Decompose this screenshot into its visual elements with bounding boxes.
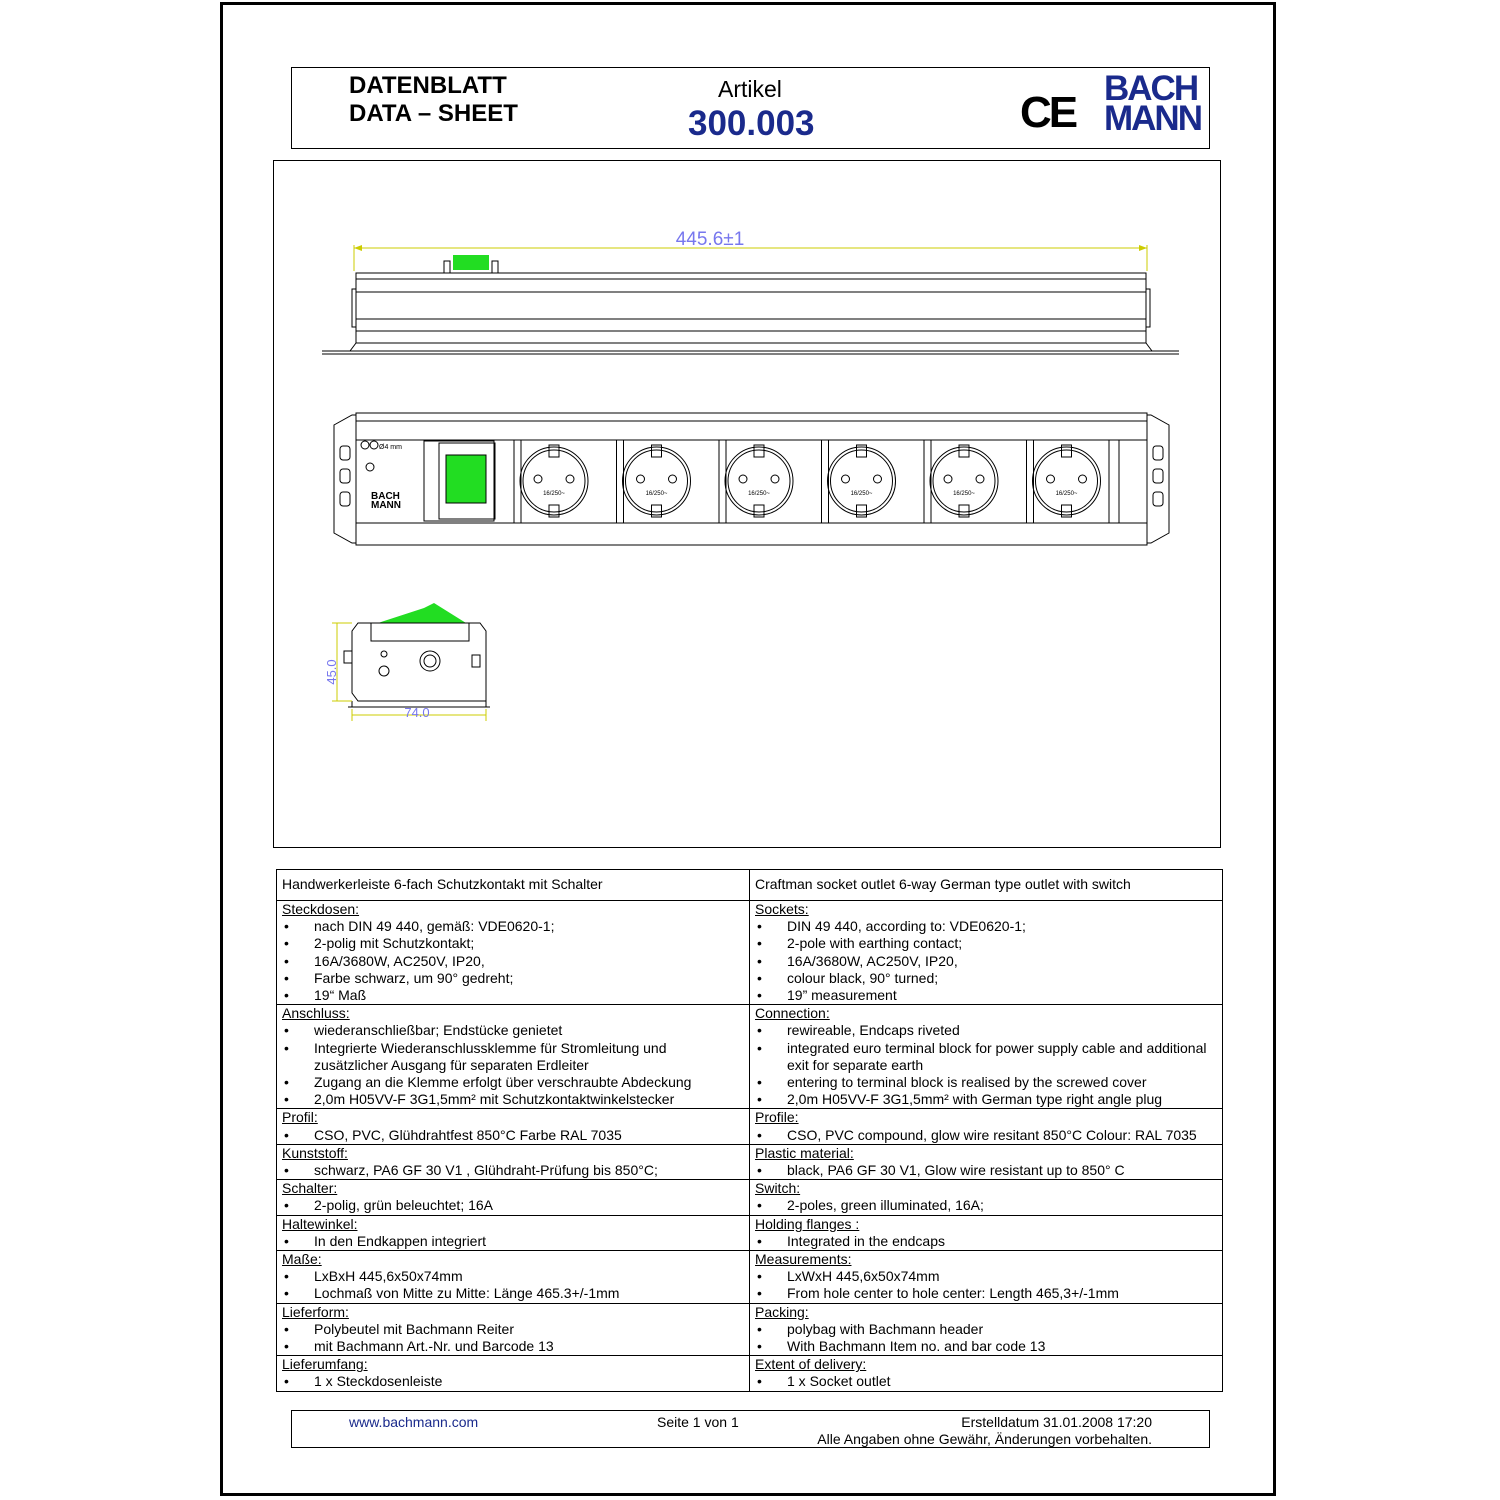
bullet-item: • 1 x Socket outlet: [755, 1373, 1217, 1390]
spec-row: [277, 1144, 1223, 1179]
spec-cell-de: [277, 1303, 750, 1356]
bullet-item: • CSO, PVC compound, glow wire resitant 850°C Colour: RAL 7035: [755, 1127, 1217, 1144]
section-heading: Lieferform:: [282, 1303, 349, 1320]
document-footer: [291, 1410, 1210, 1448]
bullet-item: • schwarz, PA6 GF 30 V1 , Glühdraht-Prüfung bis 850°C;: [282, 1162, 744, 1179]
section-heading: Haltewinkel:: [282, 1215, 358, 1232]
socket-1: [514, 440, 588, 523]
bullet-list: [755, 1268, 1217, 1302]
bullet-item: • 19” measurement: [755, 987, 1217, 1004]
bullet-list: [282, 1321, 744, 1355]
dim-length: 445.6±1: [675, 229, 745, 250]
spec-row: [277, 1005, 1223, 1109]
bullet-item: • polybag with Bachmann header: [755, 1321, 1217, 1338]
article-label: Artikel: [718, 76, 782, 102]
spec-cell-en: [750, 1251, 1223, 1304]
socket-rating-label: 16/250~: [543, 491, 565, 497]
bullet-list: [282, 1022, 744, 1108]
spec-title-de: Handwerkerleiste 6-fach Schutzkontakt mit Schalter: [277, 870, 750, 901]
spec-row: [277, 1180, 1223, 1215]
section-heading: Kunststoff:: [282, 1144, 348, 1161]
bullet-item: • 19“ Maß: [282, 987, 744, 1004]
section-heading: Extent of delivery:: [755, 1356, 867, 1373]
section-heading: Steckdosen:: [282, 901, 360, 917]
dim-height: 45.0: [324, 659, 339, 685]
socket-2: [617, 440, 691, 523]
bullet-item: • From hole center to hole center: Length 465,3+/-1mm: [755, 1285, 1217, 1302]
spec-row: [277, 1356, 1223, 1391]
bullet-list: [755, 918, 1217, 1004]
socket-3: [719, 440, 793, 523]
bullet-item: • 2,0m H05VV-F 3G1,5mm² mit Schutzkontaktwinkelstecker: [282, 1091, 744, 1108]
bullet-item: • 16A/3680W, AC250V, IP20,: [282, 953, 744, 970]
bachmann-logo: [1104, 69, 1201, 138]
spec-cell-de: [277, 1215, 750, 1250]
bullet-list: [282, 1162, 744, 1179]
technical-drawing: [273, 160, 1221, 848]
spec-cell-en: [750, 1109, 1223, 1144]
spec-cell-en: [750, 1180, 1223, 1215]
brand-line-1: BACH: [1104, 69, 1198, 108]
panel-brand-line-2: MANN: [371, 500, 401, 511]
bullet-list: [755, 1373, 1217, 1390]
bullet-item: • CSO, PVC, Glühdrahtfest 850°C Farbe RAL 7035: [282, 1127, 744, 1144]
socket-5: [924, 440, 998, 523]
spec-title-en: Craftman socket outlet 6-way German type outlet with switch: [750, 870, 1223, 901]
hole-label: Ø4 mm: [379, 444, 402, 451]
bullet-item: • LxWxH 445,6x50x74mm: [755, 1268, 1217, 1285]
side-view: [322, 245, 1179, 354]
socket-rating-label: 16/250~: [645, 491, 668, 497]
bullet-item: • 2-pole with earthing contact;: [755, 935, 1217, 952]
brand-line-2: MANN: [1104, 99, 1201, 138]
spec-row: [277, 1109, 1223, 1144]
title-english: DATA – SHEET: [349, 100, 518, 127]
bullet-list: [282, 1268, 744, 1302]
spec-row: [277, 901, 1223, 1005]
bullet-item: • colour black, 90° turned;: [755, 970, 1217, 987]
section-heading: Lieferumfang:: [282, 1356, 368, 1373]
created-date: Erstelldatum 31.01.2008 17:20: [961, 1414, 1152, 1430]
bullet-item: • DIN 49 440, according to: VDE0620-1;: [755, 918, 1217, 935]
socket-rating-label: 16/250~: [850, 491, 873, 497]
bullet-list: [755, 1197, 1217, 1214]
bullet-list: [755, 1321, 1217, 1355]
bullet-list: [282, 1197, 744, 1214]
spec-row: [277, 1215, 1223, 1250]
ce-mark-logo: CE: [1020, 88, 1076, 137]
spec-cell-en: [750, 1303, 1223, 1356]
bullet-item: • Polybeutel mit Bachmann Reiter: [282, 1321, 744, 1338]
socket-rating-label: 16/250~: [748, 491, 770, 497]
bullet-item: • wiederanschließbar; Endstücke genietet: [282, 1022, 744, 1039]
disclaimer: Alle Angaben ohne Gewähr, Änderungen vorbehalten.: [817, 1431, 1152, 1447]
bullet-list: [755, 1162, 1217, 1179]
bullet-item: • 1 x Steckdosenleiste: [282, 1373, 744, 1390]
spec-cell-de: [277, 901, 750, 1005]
bullet-item: • rewireable, Endcaps riveted: [755, 1022, 1217, 1039]
bullet-item: • Farbe schwarz, um 90° gedreht;: [282, 970, 744, 987]
section-heading: Packing:: [755, 1303, 809, 1320]
spec-cell-de: [277, 1005, 750, 1109]
bullet-item: • Integrierte Wiederanschlussklemme für Stromleitung und zusätzlicher Ausgang für separaten Erdleiter: [282, 1040, 744, 1074]
socket-4: [822, 440, 896, 523]
bullet-item: • Integrated in the endcaps: [755, 1233, 1217, 1250]
bullet-item: • With Bachmann Item no. and bar code 13: [755, 1338, 1217, 1355]
spec-cell-de: [277, 1356, 750, 1391]
bullet-item: • entering to terminal block is realised by the screwed cover: [755, 1074, 1217, 1091]
page-number: Seite 1 von 1: [657, 1414, 739, 1430]
bullet-item: • mit Bachmann Art.-Nr. und Barcode 13: [282, 1338, 744, 1355]
bullet-list: [282, 1373, 744, 1390]
spec-row: [277, 1251, 1223, 1304]
specification-table: [276, 869, 1223, 1392]
spec-cell-de: [277, 1180, 750, 1215]
spec-cell-de: [277, 1109, 750, 1144]
bullet-item: • black, PA6 GF 30 V1, Glow wire resistant up to 850° C: [755, 1162, 1217, 1179]
bullet-item: • Zugang an die Klemme erfolgt über verschraubte Abdeckung: [282, 1074, 744, 1091]
spec-cell-en: [750, 901, 1223, 1005]
spec-cell-en: [750, 1144, 1223, 1179]
front-view: [334, 413, 1169, 545]
end-view: [332, 603, 490, 721]
bullet-list: [282, 1233, 744, 1250]
section-heading: Profile:: [755, 1109, 799, 1126]
bullet-list: [755, 1022, 1217, 1108]
document-header: [291, 67, 1210, 149]
spec-cell-en: [750, 1356, 1223, 1391]
section-heading: Sockets:: [755, 901, 809, 917]
section-heading: Measurements:: [755, 1251, 852, 1268]
bullet-item: • In den Endkappen integriert: [282, 1233, 744, 1250]
title-german: DATENBLATT: [349, 72, 507, 99]
bullet-list: [282, 1127, 744, 1144]
section-heading: Profil:: [282, 1109, 318, 1126]
section-heading: Maße:: [282, 1251, 322, 1268]
section-heading: Connection:: [755, 1005, 830, 1022]
bullet-item: • nach DIN 49 440, gemäß: VDE0620-1;: [282, 918, 744, 935]
bullet-list: [282, 918, 744, 1004]
section-heading: Anschluss:: [282, 1005, 350, 1022]
bullet-item: • 2-polig, grün beleuchtet; 16A: [282, 1197, 744, 1214]
spec-cell-en: [750, 1215, 1223, 1250]
socket-rating-label: 16/250~: [1055, 491, 1078, 497]
socket-6: [1027, 440, 1101, 523]
section-heading: Plastic material:: [755, 1144, 854, 1161]
spec-title-row: [277, 870, 1223, 901]
dim-width: 74.0: [404, 705, 430, 720]
bullet-item: • integrated euro terminal block for power supply cable and additional exit for separate earth: [755, 1040, 1217, 1074]
spec-cell-en: [750, 1005, 1223, 1109]
socket-rating-label: 16/250~: [953, 491, 975, 497]
bullet-item: • 2,0m H05VV-F 3G1,5mm² with German type right angle plug: [755, 1091, 1217, 1108]
bullet-list: [755, 1127, 1217, 1144]
panel-brand-line-1: BACH: [371, 491, 400, 502]
bullet-item: • 2-poles, green illuminated, 16A;: [755, 1197, 1217, 1214]
bullet-item: • 2-polig mit Schutzkontakt;: [282, 935, 744, 952]
bullet-list: [755, 1233, 1217, 1250]
spec-cell-de: [277, 1251, 750, 1304]
section-heading: Holding flanges :: [755, 1215, 860, 1232]
bullet-item: • 16A/3680W, AC250V, IP20,: [755, 953, 1217, 970]
spec-cell-de: [277, 1144, 750, 1179]
spec-row: [277, 1303, 1223, 1356]
bullet-item: • LxBxH 445,6x50x74mm: [282, 1268, 744, 1285]
bullet-item: • Lochmaß von Mitte zu Mitte: Länge 465.3+/-1mm: [282, 1285, 744, 1302]
article-number: 300.003: [688, 104, 815, 143]
section-heading: Schalter:: [282, 1180, 338, 1197]
website-link[interactable]: www.bachmann.com: [349, 1414, 479, 1430]
section-heading: Switch:: [755, 1180, 801, 1197]
